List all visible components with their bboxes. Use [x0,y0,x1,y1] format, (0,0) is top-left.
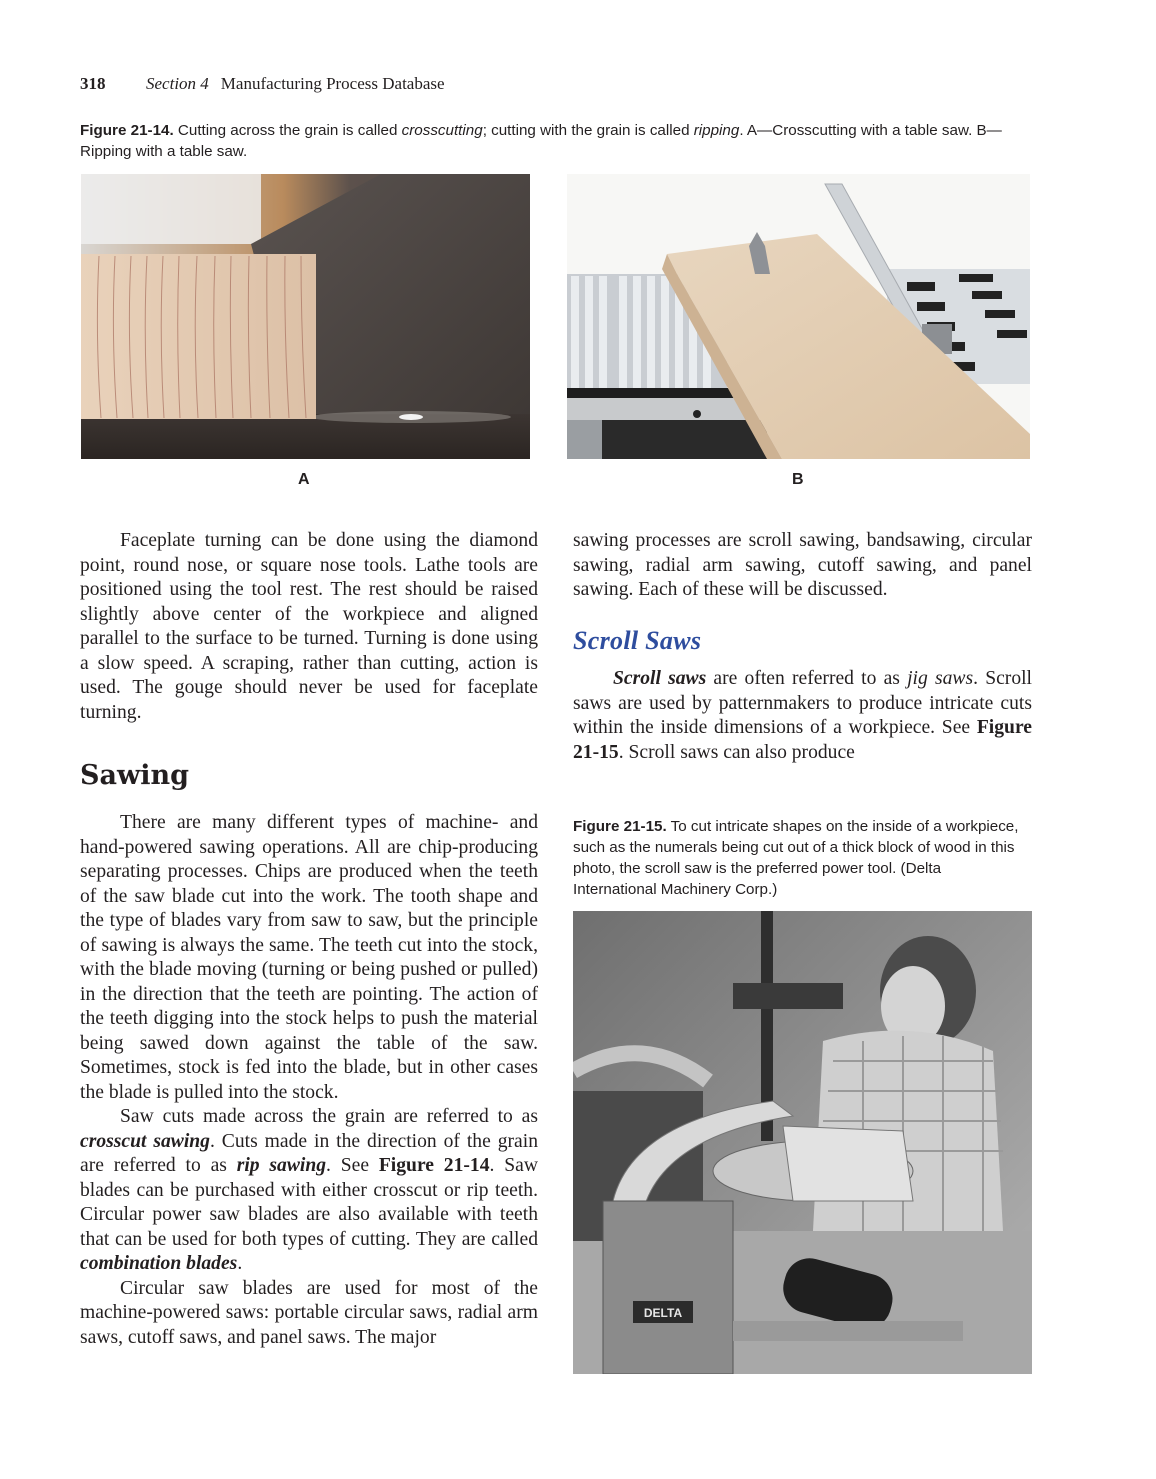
text: . Scroll saws can also produce [618,741,855,763]
photo-crosscutting [81,174,530,459]
photo-ripping [567,174,1030,459]
figure-reference-21-14[interactable]: Figure 21-14 [378,1155,490,1176]
caption-text: To cut intricate shapes on the inside of a workpiece, such as the numerals being cut out of a thick block of wood in this photo, the scroll saw is the preferred power tool. (Delta International Machinery Corp.) [573,818,1019,898]
left-column-sawing [80,811,538,1350]
term-jig-saws: jig saws [907,668,974,689]
figure-reference-21-15[interactable]: Figure 21-15 [573,717,1032,763]
crosscut-photo-illustration [81,174,530,459]
panel-label-a: A [298,471,310,488]
panel-label-b: B [792,471,804,488]
paragraph-circular-saw-blades: Circular saw blades are used for most of the machine-powered saws: portable circular saws, radial arm saws, cutoff saws, and panel saws. The major [80,1277,538,1348]
paragraph-sawing-types: There are many different types of machine- and hand-powered sawing operations. All are chip-producing separating processes. Chips are produced when the teeth of the saw blade cut into the work. The tooth shape and the type of blades vary from saw to saw, but the principle of sawing is always the same. The teeth cut into the stock, with the blade moving (turning or being pushed or pulled) in the direction that the teeth are pointing. The action of the teeth digging into the stock helps to push the material being sawed down against the table of the saw. Sometimes, stock is fed into the blade, but in other cases the blade is pulled into the stock. [80,812,538,1103]
text: . Cuts made in the direction of the grain are referred to as [80,1130,538,1176]
caption-text: Cutting across the grain is called [173,122,402,139]
paragraph-faceplate-turning: Faceplate turning can be done using the diamond point, round nose, or square nose tools. Lathe tools are positioned using the tool rest. The rest should be raised slightly above center of the workpiece and aligned parallel to the surface to be turned. Turning is done using a slow speed. A scraping, rather than cutting, action is used. The gouge should never be used for faceplate turning. [80,530,538,723]
caption-text: . A—Crosscutting with a table saw. B—Ripping with a table saw. [80,122,1002,160]
section-label: Section 4 [146,74,209,93]
caption-text: ; cutting with the grain is called [482,122,694,139]
paragraph-saw-cuts [80,1105,538,1277]
scroll-saw-photo-illustration [573,911,1032,1374]
text: Saw cuts made across the grain are referred to as [120,1106,538,1127]
delta-brand-label: DELTA [643,1306,683,1320]
running-header [80,74,445,94]
paragraph-scroll-saws [573,667,1032,765]
term-rip-sawing: rip sawing [236,1155,327,1176]
figure-21-15-caption [573,816,1023,900]
right-column-scroll-saws [573,667,1032,765]
text: . Scroll saws are used by patternmakers to produce intricate cuts within the inside dimensions of a workpiece. See [573,668,1033,738]
text: . [237,1253,243,1274]
right-column-top [573,529,1032,603]
text: are often referred to as [706,668,908,689]
caption-term: crosscutting [401,122,483,139]
term-scroll-saws: Scroll saws [613,668,707,689]
section-heading-sawing: Sawing [80,760,190,791]
left-column-top [80,529,538,725]
term-crosscut-sawing: crosscut sawing [80,1130,210,1152]
term-combination-blades: combination blades [80,1253,238,1274]
figure-21-14-caption [80,120,1040,162]
text: . Saw blades can be purchased with either crosscut or rip teeth. Circular power saw blades are also available with teeth that can be used for both types of cutting. They are called [80,1155,538,1250]
figure-label: Figure 21-14. [80,122,174,139]
paragraph-sawing-processes: sawing processes are scroll sawing, bandsawing, circular sawing, radial arm sawing, cutoff sawing, and panel sawing. Each of these will be discussed. [573,530,1032,600]
subsection-heading-scroll-saws: Scroll Saws [573,626,702,655]
photo-scroll-saw [573,911,1032,1374]
figure-label: Figure 21-15. [573,818,667,835]
page-number: 318 [80,74,106,93]
rip-photo-illustration [567,174,1030,459]
book-part-title: Manufacturing Process Database [220,74,445,93]
caption-term: ripping [693,122,740,139]
text: . See [326,1155,379,1176]
